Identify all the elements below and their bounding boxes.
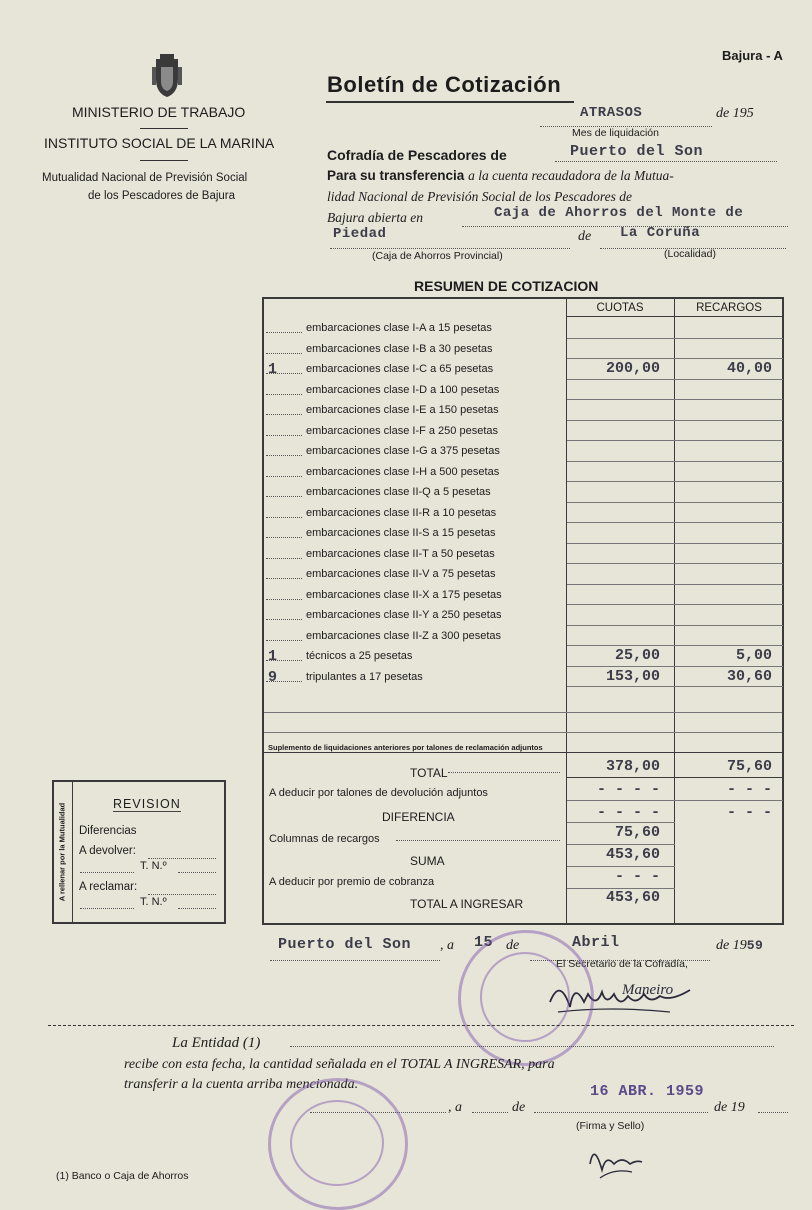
signature-month: Abril	[572, 934, 620, 951]
cofradia-label: Cofradía de Pescadores de	[327, 147, 507, 163]
form-series: Bajura - A	[722, 48, 783, 63]
signature-a: , a	[440, 938, 454, 953]
total-ingresar-label: TOTAL A INGRESAR	[410, 897, 524, 911]
row-recargos: 5,00	[735, 647, 772, 664]
row-label: embarcaciones clase I-A a 15 pesetas	[306, 322, 492, 334]
row-label: embarcaciones clase II-V a 75 pesetas	[306, 568, 496, 580]
row-label: embarcaciones clase II-Y a 250 pesetas	[306, 609, 502, 621]
revision-side-label: A rellenar por la Mutualidad	[57, 802, 67, 902]
total-label: TOTAL	[410, 766, 448, 780]
suma-value: 453,60	[605, 846, 660, 863]
row-label: embarcaciones clase I-G a 375 pesetas	[306, 445, 500, 457]
row-label: técnicos a 25 pesetas	[306, 650, 413, 662]
col-header-recargos: RECARGOS	[696, 302, 762, 314]
revision-diferencias: Diferencias	[79, 825, 137, 837]
coat-of-arms-icon	[148, 53, 186, 99]
row-label: embarcaciones clase II-Q a 5 pesetas	[306, 486, 491, 498]
row-label: embarcaciones clase I-D a 100 pesetas	[306, 383, 500, 396]
row-cuotas: 200,00	[605, 360, 660, 377]
secretary-label: El Secretario de la Cofradía,	[556, 958, 688, 970]
locality-caption: (Localidad)	[664, 248, 716, 260]
signature-day: 15	[474, 934, 494, 951]
revision-devolver-tn: T. N.º	[140, 860, 167, 872]
row-label: embarcaciones clase II-S a 15 pesetas	[306, 527, 496, 539]
revision-title: REVISION	[113, 797, 181, 811]
premio-cobranza-label: A deducir por premio de cobranza	[269, 876, 435, 888]
row-label: embarcaciones clase II-X a 175 pesetas	[306, 588, 502, 601]
row-label: embarcaciones clase II-Z a 300 pesetas	[306, 629, 502, 642]
entity-line-2: transferir a la cuenta arriba mencionada.	[124, 1077, 359, 1092]
suma-label: SUMA	[410, 854, 445, 868]
suplemento-label: Suplemento de liquidaciones anteriores por talones de reclamación adjuntos	[268, 743, 543, 752]
row-count: 1	[268, 648, 278, 665]
signature-text: Maneiro	[622, 982, 674, 998]
row-label: embarcaciones clase I-H a 500 pesetas	[306, 465, 500, 478]
row-label: embarcaciones clase I-C a 65 pesetas	[306, 363, 494, 375]
diferencia-cuotas: - - - -	[596, 804, 660, 821]
row-recargos: 30,60	[726, 667, 772, 685]
liquidation-year: de 195	[716, 106, 754, 121]
bank-name-part-1: Caja de Ahorros del Monte de	[494, 205, 744, 221]
row-cuotas: 153,00	[605, 667, 660, 685]
bank-caption: (Caja de Ahorros Provincial)	[372, 250, 503, 262]
diferencia-label: DIFERENCIA	[382, 810, 455, 824]
entity-de: de	[512, 1100, 526, 1115]
row-label: embarcaciones clase I-B a 30 pesetas	[306, 342, 493, 355]
row-cuotas: 25,00	[614, 647, 660, 664]
row-label: embarcaciones clase I-F a 250 pesetas	[306, 424, 498, 437]
entity-line-1: recibe con esta fecha, la cantidad señalada en el TOTAL A INGRESAR, para	[124, 1057, 555, 1072]
row-count: 9	[268, 668, 278, 686]
entity-firma-label: (Firma y Sello)	[576, 1120, 645, 1132]
columnas-recargos-value: 75,60	[614, 824, 660, 841]
row-count: 1	[268, 361, 278, 378]
col-header-cuotas: CUOTAS	[596, 302, 644, 314]
ministry-name: MINISTERIO DE TRABAJO	[72, 104, 246, 120]
row-label: embarcaciones clase II-R a 10 pesetas	[306, 506, 497, 519]
signature-de: de	[506, 938, 520, 953]
mutual-line-2: de los Pescadores de Bajura	[88, 190, 236, 202]
institute-name: INSTITUTO SOCIAL DE LA MARINA	[44, 135, 275, 151]
cofradia-name: Puerto del Son	[570, 143, 704, 160]
signature-year-prefix: de 19	[716, 938, 747, 953]
row-label: embarcaciones clase II-T a 50 pesetas	[306, 547, 495, 560]
de-word: de	[578, 229, 592, 244]
signature-year-suffix: 59	[746, 938, 764, 953]
total-recargos: 75,60	[726, 758, 772, 775]
locality-name: La Coruña	[620, 225, 701, 241]
entity-signature-icon	[580, 1134, 650, 1184]
entity-stamp-date: 16 ABR. 1959	[590, 1083, 705, 1100]
deducir-devolucion-label: A deducir por talones de devolución adjuntos	[269, 787, 488, 799]
section-divider	[48, 1025, 794, 1026]
total-cuotas: 378,00	[605, 758, 660, 775]
columnas-recargos-label: Columnas de recargos	[269, 833, 380, 845]
total-ingresar-value: 453,60	[605, 889, 660, 906]
transfer-intro: Para su transferencia	[327, 168, 465, 183]
transfer-line-2: lidad Nacional de Previsión Social de los Pescadores de	[327, 189, 632, 204]
liquidation-month-value: ATRASOS	[580, 105, 643, 121]
revision-reclamar-tn: T. N.º	[140, 896, 167, 908]
deducir-devolucion-recargos: - - -	[726, 781, 772, 798]
bank-name-part-2: Piedad	[333, 226, 387, 242]
summary-title: RESUMEN DE COTIZACION	[414, 278, 599, 294]
revision-reclamar: A reclamar:	[79, 881, 138, 893]
revision-devolver: A devolver:	[79, 845, 136, 857]
entity-year-prefix: de 19	[714, 1100, 745, 1115]
entity-title: La Entidad (1)	[172, 1035, 261, 1051]
premio-cobranza-value: - - -	[614, 868, 660, 885]
signature-place: Puerto del Son	[278, 936, 412, 953]
diferencia-recargos: - - -	[726, 804, 772, 821]
mutual-line-1: Mutualidad Nacional de Previsión Social	[42, 172, 248, 184]
footnote: (1) Banco o Caja de Ahorros	[56, 1170, 189, 1182]
deducir-devolucion-cuotas: - - - -	[596, 781, 660, 798]
row-label: tripulantes a 17 pesetas	[306, 670, 423, 683]
entity-a: , a	[448, 1100, 462, 1115]
row-label: embarcaciones clase I-E a 150 pesetas	[306, 404, 499, 416]
transfer-line-3: Bajura abierta en	[327, 210, 423, 225]
row-recargos: 40,00	[726, 360, 772, 377]
form-title: Boletín de Cotización	[327, 72, 562, 97]
liquidation-month-caption: Mes de liquidación	[572, 127, 659, 139]
transfer-rest-1: a la cuenta recaudadora de la Mutua-	[468, 168, 674, 183]
